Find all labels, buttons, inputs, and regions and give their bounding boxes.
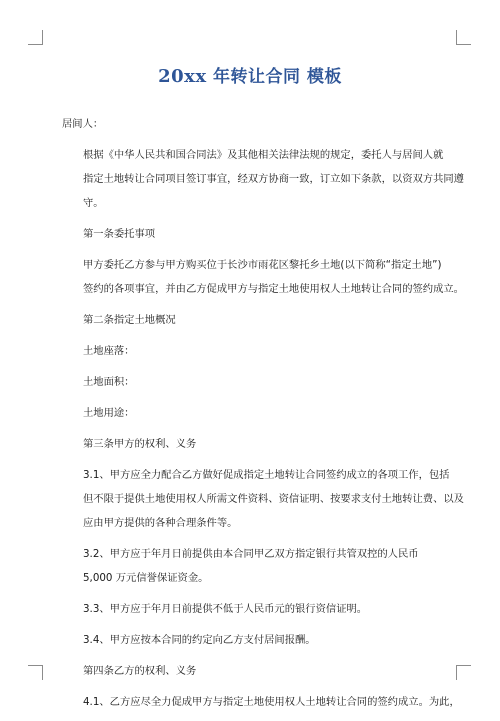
document-body <box>62 112 464 721</box>
paragraph-line: 签约的各项事宜，并由乙方促成甲方与指定土地使用权人土地转让合同的签约成立。 <box>83 283 464 295</box>
paragraph-line: 土地面积： <box>83 376 135 388</box>
title-year: 20xx <box>158 66 207 87</box>
section-heading <box>62 339 454 363</box>
paragraph-line: 3.2、甲方应于年月日前提供由本合同甲乙双方指定银行共管双控的人民币 <box>83 548 419 560</box>
paragraph-line: 第二条指定土地概况 <box>83 314 176 326</box>
crop-mark-top-right <box>456 30 471 45</box>
crop-mark-bottom-right <box>456 665 471 680</box>
paragraph <box>62 597 454 621</box>
paragraph-line: 第四条乙方的权利、义务 <box>83 665 197 677</box>
paragraph-line: 第一条委托事项 <box>83 228 156 240</box>
paragraph <box>62 112 454 136</box>
section-heading <box>62 222 454 246</box>
paragraph-line: 3.4、甲方应按本合同的约定向乙方支付居间报酬。 <box>83 634 316 646</box>
crop-mark-top-left <box>28 30 43 45</box>
paragraph-line: 土地座落： <box>83 345 135 357</box>
section-heading <box>62 432 454 456</box>
paragraph <box>62 690 460 714</box>
section-heading <box>62 401 454 425</box>
paragraph-line: 根据《中华人民共和国合同法》及其他相关法律法规的规定，委托人与居间人就 <box>83 149 444 161</box>
paragraph-line: 指定土地转让合同项目签订事宜，经双方协商一致，订立如下条款，以资双方共同遵 <box>83 173 464 185</box>
paragraph-line: 第三条甲方的权利、义务 <box>83 438 197 450</box>
paragraph <box>62 542 454 590</box>
paragraph-line: 5,000 万元信誉保证资金。 <box>83 572 209 584</box>
paragraph <box>62 463 464 535</box>
paragraph-line: 3.1、甲方应全力配合乙方做好促成指定土地转让合同签约成立的各项工作，包括 <box>83 469 450 481</box>
paragraph-line: 3.3、甲方应于年月日前提供不低于人民币元的银行资信证明。 <box>83 603 368 615</box>
paragraph-line: 甲方委托乙方参与甲方购买位于长沙市雨花区黎托乡土地(以下简称“指定土地”) <box>83 259 442 271</box>
paragraph-line: 居间人： <box>62 118 104 130</box>
paragraph-line: 应由甲方提供的各种合理条件等。 <box>83 517 238 529</box>
title-text: 年转让合同 模板 <box>206 67 342 87</box>
paragraph <box>62 253 464 301</box>
paragraph-line: 但不限于提供土地使用权人所需文件资料、资信证明、按要求支付土地转让费、以及 <box>83 493 464 505</box>
paragraph-line: 土地用途： <box>83 407 135 419</box>
document-title <box>0 62 500 87</box>
paragraph <box>62 628 454 652</box>
section-heading <box>62 308 454 332</box>
paragraph <box>62 143 464 215</box>
section-heading <box>62 659 454 683</box>
section-heading <box>62 370 454 394</box>
crop-mark-bottom-left <box>28 665 43 680</box>
paragraph-line: 守。 <box>83 197 104 209</box>
paragraph-line: 4.1、乙方应尽全力促成甲方与指定土地使用权人土地转让合同的签约成立。为此， <box>83 696 460 708</box>
